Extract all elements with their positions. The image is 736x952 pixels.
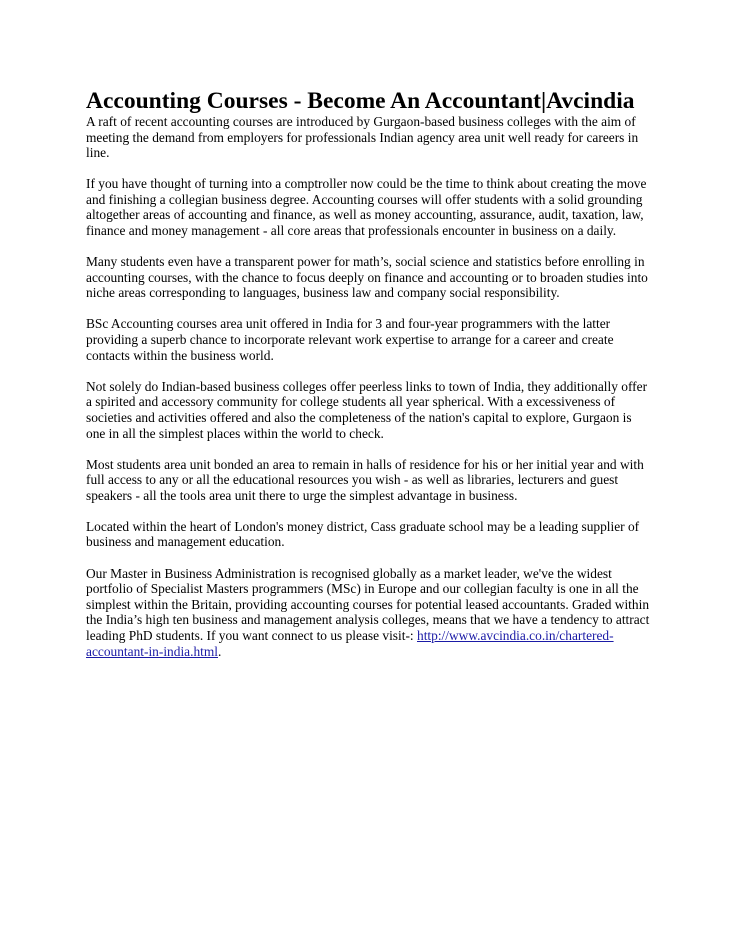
paragraph-bsc-accounting: BSc Accounting courses area unit offered in India for 3 and four-year programmers with the latter providing a superb chance to incorporate relevant work expertise to arrange for a career and create contacts within the business world. (86, 316, 614, 363)
paragraph-students-math: Many students even have a transparent power for math’s, social science and statistics before enrolling in accounting courses, with the chance to focus deeply on finance and accounting or to broaden studies into niche areas corresponding to languages, business law and company social responsibility. (86, 254, 648, 301)
paragraph-comptroller: If you have thought of turning into a comptroller now could be the time to think about creating the move and finishing a collegian business degree. Accounting courses will offer students with a solid grounding altogether areas of accounting and finance, as well as money accounting, assurance, audit, taxation, law, finance and money management - all core areas that professionals encounter in business on a daily. (86, 176, 647, 239)
paragraph-mba (86, 566, 654, 660)
paragraph-halls-of-residence: Most students area unit bonded an area to remain in halls of residence for his or her initial year and with full access to any or all the educational resources you wish - as well as libraries, lecturers and guest speakers - all the tools area unit there to urge the simplest advantage in business. (86, 456, 644, 503)
paragraph-intro: A raft of recent accounting courses are introduced by Gurgaon-based business colleges with the aim of meeting the demand from employers for professionals Indian agency area unit well ready for careers in line. (86, 114, 639, 161)
avcindia-link[interactable]: http://www.avcindia.co.in/chartered-accountant-in-india.html (86, 627, 614, 659)
paragraph-mba-text: Our Master in Business Administration is recognised globally as a market leader, we've the widest portfolio of Specialist Masters programmers (MSc) in Europe and our collegian faculty is one in all the simplest within the Britain, providing accounting courses for potential leased accountants. Graded within the India’s high ten business and management analysis colleges, means that we have a tendency to attract leading PhD students. If you want connect to us please visit-: (86, 565, 650, 643)
document-page (86, 88, 654, 675)
paragraph-indian-colleges: Not solely do Indian-based business colleges offer peerless links to town of India, they additionally offer a spirited and accessory community for college students all year spherical. With a excessiveness of societies and activities offered and also the completeness of the nation's capital to explore, Gurgaon is one in all the simplest places within the world to check. (86, 378, 648, 441)
paragraph-mba-trailing: . (218, 643, 222, 659)
paragraph-cass-school: Located within the heart of London's money district, Cass graduate school may be a leading supplier of business and management education. (86, 518, 640, 550)
page-title: Accounting Courses - Become An Accountant|Avcindia (86, 88, 635, 114)
